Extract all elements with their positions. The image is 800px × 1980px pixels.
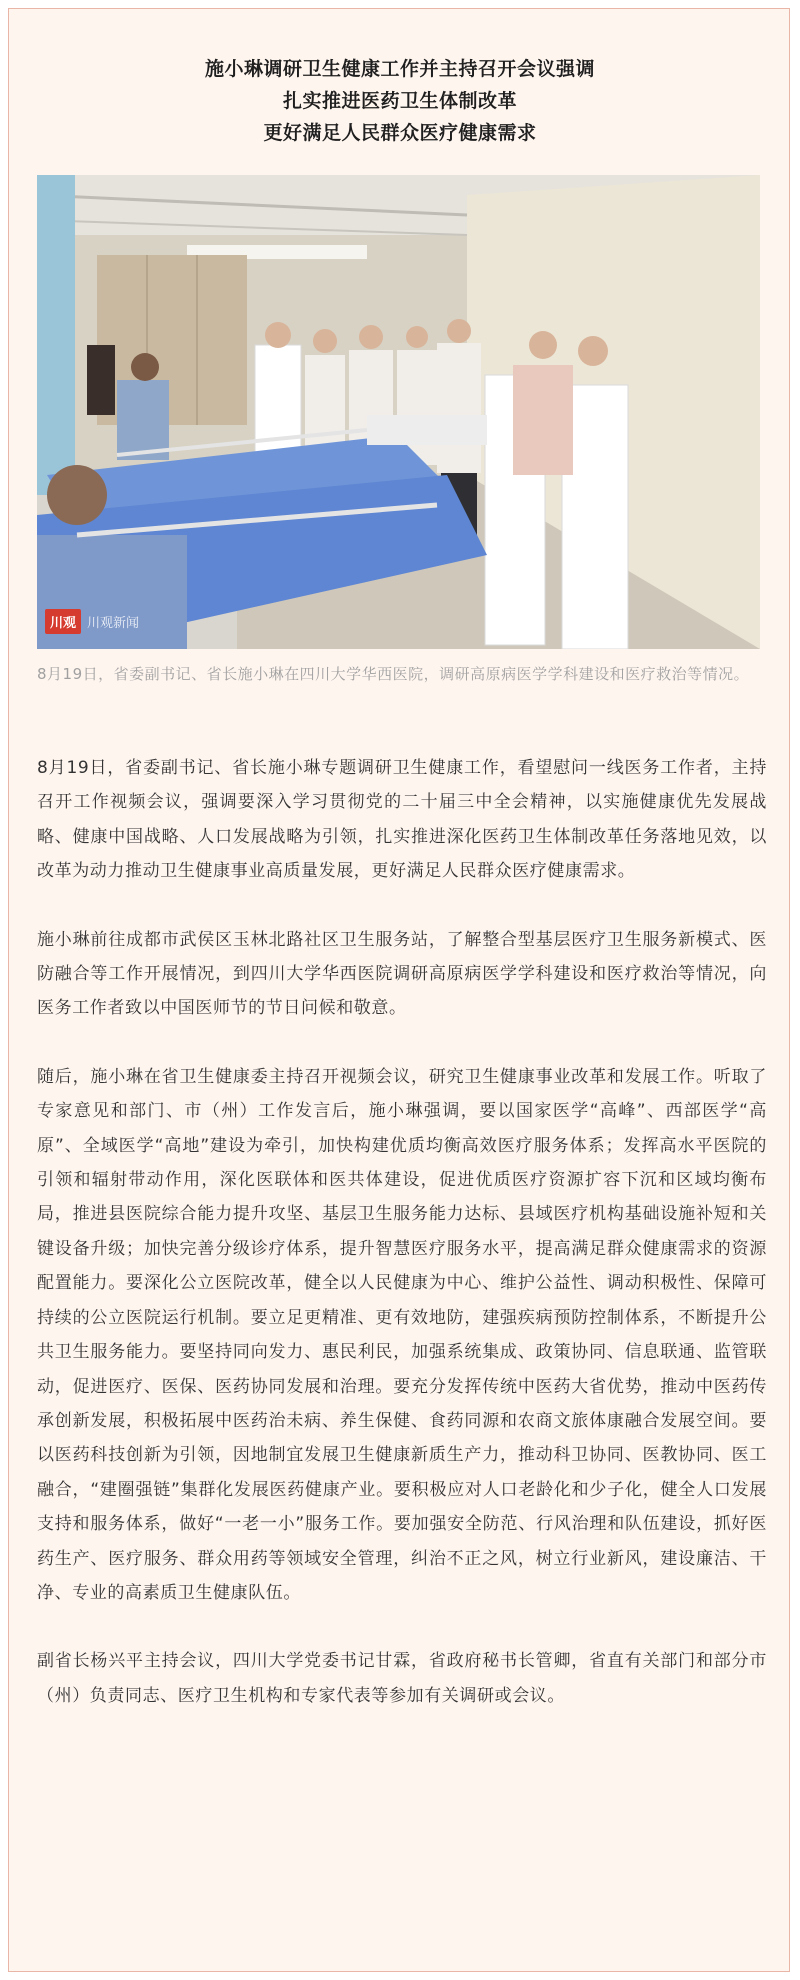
hospital-ward-illustration	[37, 175, 760, 649]
title-line-2: 扎实推进医药卫生体制改革	[282, 90, 517, 112]
photo-caption: 8月19日，省委副书记、省长施小琳在四川大学华西医院，调研高原病医学学科建设和医疗救治等情况。	[37, 665, 750, 683]
watermark-logo: 川观	[45, 609, 81, 634]
watermark-text: 川观新闻	[87, 616, 140, 631]
paragraph-3: 随后，施小琳在省卫生健康委主持召开视频会议，研究卫生健康事业改革和发展工作。听取了专家意见和部门、市（州）工作发言后，施小琳强调，要以国家医学“高峰”、西部医学“高原”、全域医学“高地”建设为牵引，加快构建优质均衡高效医疗服务体系；发挥高水平医院的引领和辐射带动作用，深化医联体和医共体建设，促进优质医疗资源扩容下沉和区域均衡布局，推进县医院综合能力提升攻坚、基层卫生服务能力达标、县域医疗机构基础设施补短和关键设备升级；加快完善分级诊疗体系，提升智慧医疗服务水平，提高满足群众健康需求的资源配置能力。要深化公立医院改革，健全以人民健康为中心、维护公益性、调动积极性、保障可持续的公立医院运行机制。要立足更精准、更有效地防，建强疾病预防控制体系，不断提升公共卫生服务能力。要坚持同向发力、惠民利民，加强系统集成、政策协同、信息联通、监管联动，促进医疗、医保、医药协同发展和治理。要充分发挥传统中医药大省优势，推动中医药传承创新发展，积极拓展中医药治未病、养生保健、食药同源和农商文旅体康融合发展空间。要以医药科技创新为引领，因地制宜发展卫生健康新质生产力，推动科卫协同、医教协同、医工融合，“建圈强链”集群化发展医药健康产业。要积极应对人口老龄化和少子化，健全人口发展支持和服务体系，做好“一老一小”服务工作。要加强安全防范、行风治理和队伍建设，抓好医药生产、医疗服务、群众用药等领域安全管理，纠治不正之风，树立行业新风，建设廉洁、干净、专业的高素质卫生健康队伍。	[37, 1066, 767, 1603]
paragraph-1: 8月19日，省委副书记、省长施小琳专题调研卫生健康工作，看望慰问一线医务工作者，主持召开工作视频会议，强调要深入学习贯彻党的二十届三中全会精神，以实施健康优先发展战略、健康中国战略、人口发展战略为引领，扎实推进深化医药卫生体制改革任务落地见效，以改革为动力推动卫生健康事业高质量发展，更好满足人民群众医疗健康需求。	[37, 758, 767, 882]
article-body	[37, 751, 767, 1747]
article-frame	[8, 8, 790, 1972]
title-line-3: 更好满足人民群众医疗健康需求	[263, 122, 537, 144]
paragraph-4: 副省长杨兴平主持会议，四川大学党委书记甘霖，省政府秘书长管卿，省直有关部门和部分市（州）负责同志、医疗卫生机构和专家代表等参加有关调研或会议。	[37, 1651, 767, 1706]
article-title	[9, 53, 791, 149]
title-line-1: 施小琳调研卫生健康工作并主持召开会议强调	[204, 58, 595, 80]
news-photo	[37, 175, 760, 649]
watermark	[45, 609, 139, 634]
paragraph-2: 施小琳前往成都市武侯区玉林北路社区卫生服务站，了解整合型基层医疗卫生服务新模式、医防融合等工作开展情况，到四川大学华西医院调研高原病医学学科建设和医疗救治等情况，向医务工作者致以中国医师节的节日问候和敬意。	[37, 929, 767, 1019]
